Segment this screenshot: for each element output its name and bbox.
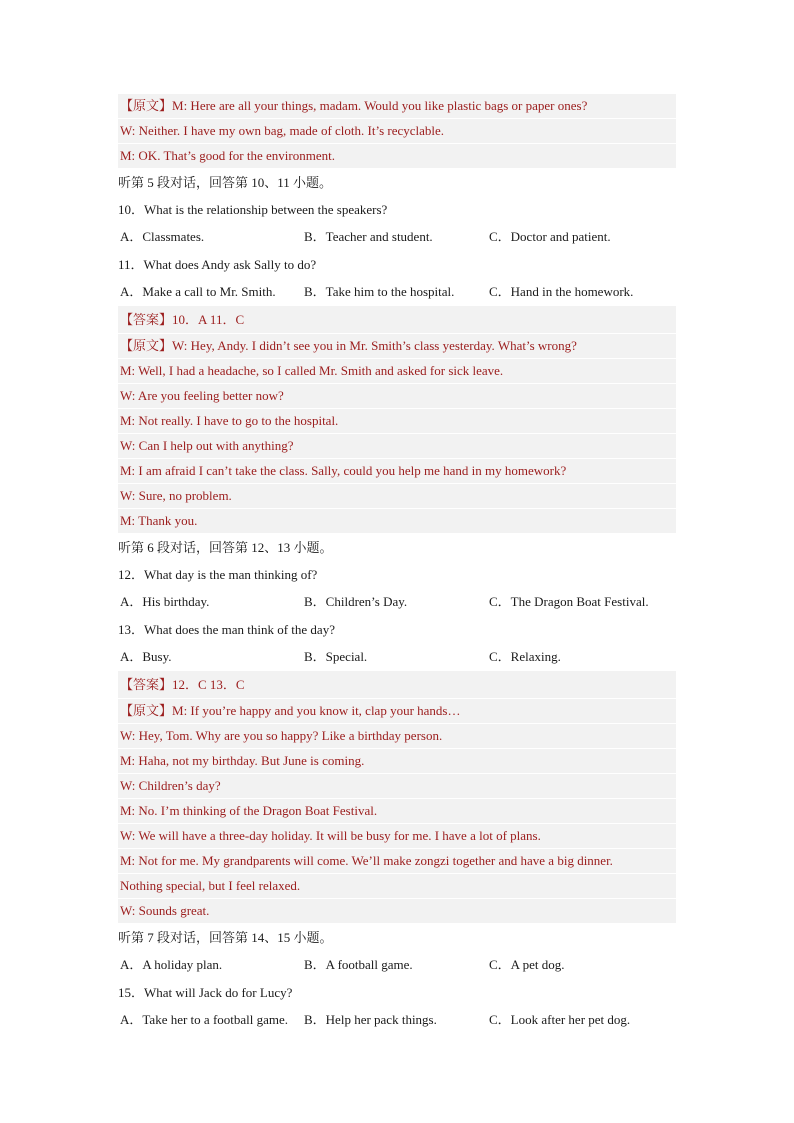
transcript-line: 【原文】M: If you’re happy and you know it, clap your hands…: [118, 699, 676, 724]
question-12: 12．What day is the man thinking of?: [118, 567, 318, 582]
option-b: B．Children’s Day.: [304, 594, 408, 609]
section-heading-6: 听第 6 段对话，回答第 12、13 小题。: [118, 540, 333, 555]
option-c: C．The Dragon Boat Festival.: [489, 594, 649, 609]
section-heading-5: 听第 5 段对话，回答第 10、11 小题。: [118, 175, 333, 190]
transcript-line: W: Can I help out with anything?: [118, 434, 676, 459]
options-13: [118, 643, 676, 671]
transcript-line: W: We will have a three-day holiday. It will be busy for me. I have a lot of plans.: [118, 824, 676, 849]
transcript-line: W: Are you feeling better now?: [118, 384, 676, 409]
option-a: A．His birthday.: [120, 594, 210, 609]
question-10: 10．What is the relationship between the speakers?: [118, 202, 388, 217]
option-b: B．Help her pack things.: [304, 1012, 437, 1027]
option-c: C．Hand in the homework.: [489, 284, 634, 299]
options-12: [118, 588, 676, 616]
exam-page: [118, 94, 676, 1034]
options-15: [118, 1006, 676, 1034]
option-a: A．Take her to a football game.: [120, 1012, 289, 1027]
transcript-line: 【原文】W: Hey, Andy. I didn’t see you in Mr. Smith’s class yesterday. What’s wrong?: [118, 334, 676, 359]
transcript-line: W: Sure, no problem.: [118, 484, 676, 509]
option-b: B．Take him to the hospital.: [304, 284, 455, 299]
option-c: C．Doctor and patient.: [489, 229, 611, 244]
transcript-line: M: Haha, not my birthday. But June is coming.: [118, 749, 676, 774]
question-11: 11．What does Andy ask Sally to do?: [118, 257, 317, 272]
option-c: C．A pet dog.: [489, 957, 565, 972]
option-b: B．Teacher and student.: [304, 229, 433, 244]
question-15: 15．What will Jack do for Lucy?: [118, 985, 293, 1000]
answer-line: 【答案】10．A 11．C: [118, 306, 676, 334]
option-a: A．Make a call to Mr. Smith.: [120, 284, 276, 299]
option-a: A．A holiday plan.: [120, 957, 223, 972]
transcript-line: M: I am afraid I can’t take the class. Sally, could you help me hand in my homework?: [118, 459, 676, 484]
option-c: C．Relaxing.: [489, 649, 561, 664]
transcript-line: Nothing special, but I feel relaxed.: [118, 874, 676, 899]
option-c: C．Look after her pet dog.: [489, 1012, 631, 1027]
transcript-line: W: Neither. I have my own bag, made of cloth. It’s recyclable.: [118, 119, 676, 144]
options-11: [118, 278, 676, 306]
options-10: [118, 223, 676, 251]
section-heading-7: 听第 7 段对话，回答第 14、15 小题。: [118, 930, 333, 945]
transcript-line: M: Not really. I have to go to the hospital.: [118, 409, 676, 434]
answer-block-5: [118, 306, 676, 534]
transcript-line: W: Children’s day?: [118, 774, 676, 799]
transcript-line: 【原文】M: Here are all your things, madam. Would you like plastic bags or paper ones?: [118, 94, 676, 119]
option-b: B．A football game.: [304, 957, 413, 972]
answer-line: 【答案】12．C 13．C: [118, 671, 676, 699]
option-a: A．Classmates.: [120, 229, 205, 244]
transcript-block-top: [118, 94, 676, 169]
question-13: 13．What does the man think of the day?: [118, 622, 335, 637]
option-a: A．Busy.: [120, 649, 172, 664]
transcript-line: M: Thank you.: [118, 509, 676, 534]
options-14: [118, 951, 676, 979]
transcript-line: M: OK. That’s good for the environment.: [118, 144, 676, 169]
transcript-line: M: No. I’m thinking of the Dragon Boat Festival.: [118, 799, 676, 824]
transcript-line: M: Well, I had a headache, so I called Mr. Smith and asked for sick leave.: [118, 359, 676, 384]
answer-block-6: [118, 671, 676, 924]
option-b: B．Special.: [304, 649, 368, 664]
transcript-line: M: Not for me. My grandparents will come. We’ll make zongzi together and have a big dinner.: [118, 849, 676, 874]
transcript-line: W: Sounds great.: [118, 899, 676, 924]
transcript-line: W: Hey, Tom. Why are you so happy? Like a birthday person.: [118, 724, 676, 749]
